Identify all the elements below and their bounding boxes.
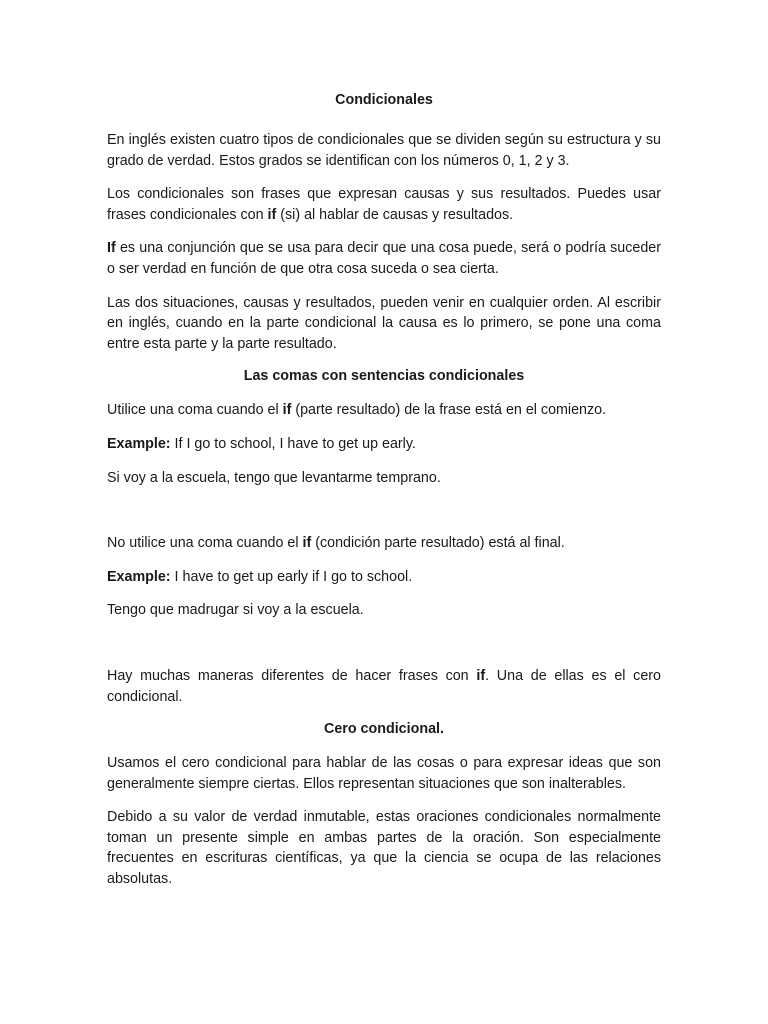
example-1 — [107, 434, 661, 455]
paragraph-order: Las dos situaciones, causas y resultados, pueden venir en cualquier orden. Al escribir en inglés, cuando en la parte condicional la causa es lo primero, se pone una coma entre esta parte y la parte resultado. — [107, 294, 661, 352]
paragraph-many-ways — [107, 666, 661, 707]
text-segment: es una conjunción que se usa para decir que una cosa puede, será o podría suceder o ser verdad en función de que otra cosa suceda o sea cierta. — [107, 240, 661, 277]
text-segment: (parte resultado) de la frase está en el comienzo. — [291, 402, 607, 419]
translation-1: Si voy a la escuela, tengo que levantarme temprano. — [107, 469, 441, 486]
text-segment: No utilice una coma cuando el — [107, 535, 303, 552]
text-segment: (si) al hablar de causas y resultados. — [276, 206, 514, 223]
paragraph-no-comma-rule — [107, 533, 661, 554]
text-segment: . Una de ellas es el cero condicional. — [107, 667, 661, 705]
section-heading-zero-conditional: Cero condicional. — [324, 721, 444, 738]
keyword-if: if — [282, 402, 292, 419]
text-segment: Hay muchas maneras diferentes de hacer frases con — [107, 667, 477, 684]
keyword-if: If — [107, 240, 116, 257]
translation-2: Tengo que madrugar si voy a la escuela. — [107, 602, 364, 619]
section-heading-commas: Las comas con sentencias condicionales — [243, 368, 525, 385]
paragraph-intro: En inglés existen cuatro tipos de condicionales que se dividen según su estructura y su grado de verdad. Estos grados se identifican con los números 0, 1, 2 y 3. — [107, 132, 661, 169]
example-label: Example: — [107, 568, 171, 585]
text-segment: (condición parte resultado) está al final. — [311, 535, 565, 552]
keyword-if: if — [267, 206, 277, 223]
paragraph-comma-rule — [107, 400, 661, 421]
example-text: I have to get up early if I go to school. — [170, 568, 413, 585]
example-2 — [107, 567, 661, 588]
keyword-if: if — [302, 535, 312, 552]
paragraph-definition — [107, 184, 661, 225]
keyword-if: if — [476, 667, 486, 684]
text-segment: Los condicionales son frases que expresan causas y sus resultados. Puedes usar frases condicionales con — [107, 186, 661, 223]
document-title: Condicionales — [335, 92, 433, 108]
paragraph-zero-conditional-use: Usamos el cero condicional para hablar de las cosas o para expresar ideas que son generalmente siempre ciertas. Ellos representan situaciones que son inalterables. — [107, 755, 661, 792]
paragraph-zero-conditional-tense: Debido a su valor de verdad inmutable, estas oraciones condicionales normalmente toman un presente simple en ambas partes de la oración. Son especialmente frecuentes en escrituras científicas, ya que la ciencia se ocupa de las relaciones absolutas. — [107, 809, 661, 888]
example-label: Example: — [107, 435, 171, 452]
text-segment: Utilice una coma cuando el — [107, 402, 283, 419]
example-text: If I go to school, I have to get up early. — [170, 435, 416, 452]
paragraph-if-conjunction — [107, 238, 661, 279]
